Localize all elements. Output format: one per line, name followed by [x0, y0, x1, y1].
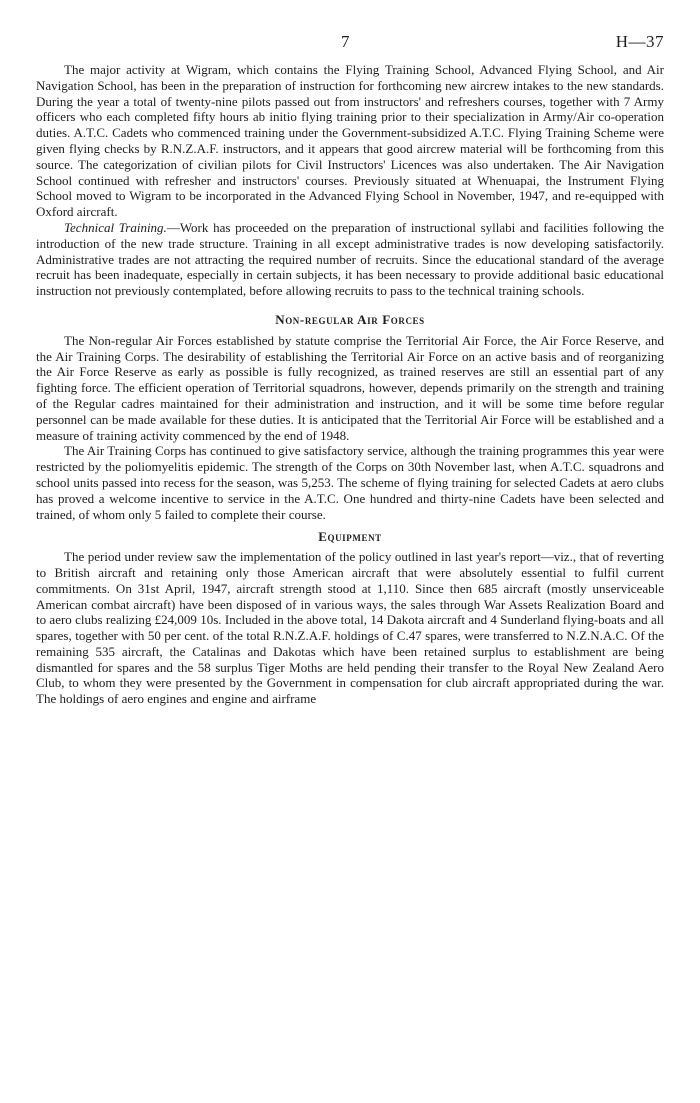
heading-equipment: Equipment — [318, 529, 382, 545]
report-reference: H—37 — [615, 32, 664, 51]
document-body — [36, 62, 664, 707]
heading-non-regular-air-forces: Non-regular Air Forces — [275, 311, 425, 327]
technical-training-title: Technical Training. — [64, 219, 167, 235]
page-header — [36, 32, 664, 58]
paragraph-wigram: The major activity at Wigram, which contains the Flying Training School, Advanced Flying School, and Air Navigation School, has been in the preparation of instruction for forthcoming new aircrew intakes to the new standards. During the year a total of twenty-nine pilots passed out from instructors' and refreshers courses, together with 7 Army officers who each completed fifty hours ab initio flying training prior to their specialization in Army/Air co-operation duties. A.T.C. Cadets who commenced training under the Government-subsidized A.T.C. Flying Training Scheme were given flying checks by R.N.Z.A.F. instructors, and it appears that good aircrew material will be forthcoming from this source. The categorization of civilian pilots for Civil Instructors' Licences was also undertaken. The Air Navigation School continued with refresher and instructors' courses. Previously situated at Whenuapai, the Instrument Flying School moved to Wigram to be incorporated in the Advanced Flying School in November, 1947, and re-equipped with Oxford aircraft. — [36, 62, 664, 220]
paragraph-equipment: The period under review saw the implementation of the policy outlined in last year's report—viz., that of reverting to British aircraft and retaining only those American aircraft that were absolutely essential to fulfil current commitments. On 31st April, 1947, aircraft strength stood at 1,110. Since then 685 aircraft (mostly unserviceable American combat aircraft) have been disposed of in various ways, the sales through War Assets Realization Board and to aero clubs realizing £24,009 10s. Included in the above total, 14 Dakota aircraft and 4 Sunderland flying-boats and all spares, together with 50 per cent. of the total R.N.Z.A.F. holdings of C.47 spares, were transferred to N.Z.N.A.C. Of the remaining 535 aircraft, the Catalinas and Dakotas which have been retained surplus to establishment are being dismantled for spares and the 58 surplus Tiger Moths are held pending their transfer to the Royal New Zealand Aero Club, to whom they were presented by the Government in compensation for club aircraft appropriated during the war. The holdings of aero engines and engine and airframe — [36, 549, 664, 707]
paragraph-non-regular-forces: The Non-regular Air Forces established by statute comprise the Territorial Air Force, the Air Force Reserve, and the Air Training Corps. The desirability of establishing the Territorial Air Force on an active basis and of reorganizing the Air Force Reserve as early as possible is fully recognized, as trained reserves are still an essential part of any fighting force. The efficient operation of Territorial squadrons, however, depends primarily on the strength and training of the Regular cadres maintained for their administration and instruction, and it will be some time before regular personnel can be made available for these duties. It is anticipated that the Territorial Air Force will be established and a measure of training activity commenced by the end of 1948. — [36, 332, 664, 443]
paragraph-technical-training — [36, 220, 664, 299]
paragraph-air-training-corps: The Air Training Corps has continued to give satisfactory service, although the training programmes this year were restricted by the poliomyelitis epidemic. The strength of the Corps on 30th November last, when A.T.C. squadrons and school units passed into recess for the season, was 5,253. The scheme of flying training for selected Cadets at aero clubs has proved a welcome incentive to service in the A.T.C. One hundred and thirty-nine Cadets have been selected and trained, of whom only 5 failed to complete their course. — [36, 443, 664, 522]
page-number: 7 — [341, 32, 350, 51]
technical-training-body: —Work has proceeded on the preparation of instructional syllabi and facilities following the introduction of the new trade structure. Training in all except administrative trades is now developing satisfactorily. Administrative trades are not attracting the required number of recruits. Since the educational standard of the average recruit has been inadequate, especially in certain subjects, it has been necessary to provide additional basic educational instruction not previously contemplated, before allowing recruits to pass to the technical training schools. — [36, 219, 664, 299]
